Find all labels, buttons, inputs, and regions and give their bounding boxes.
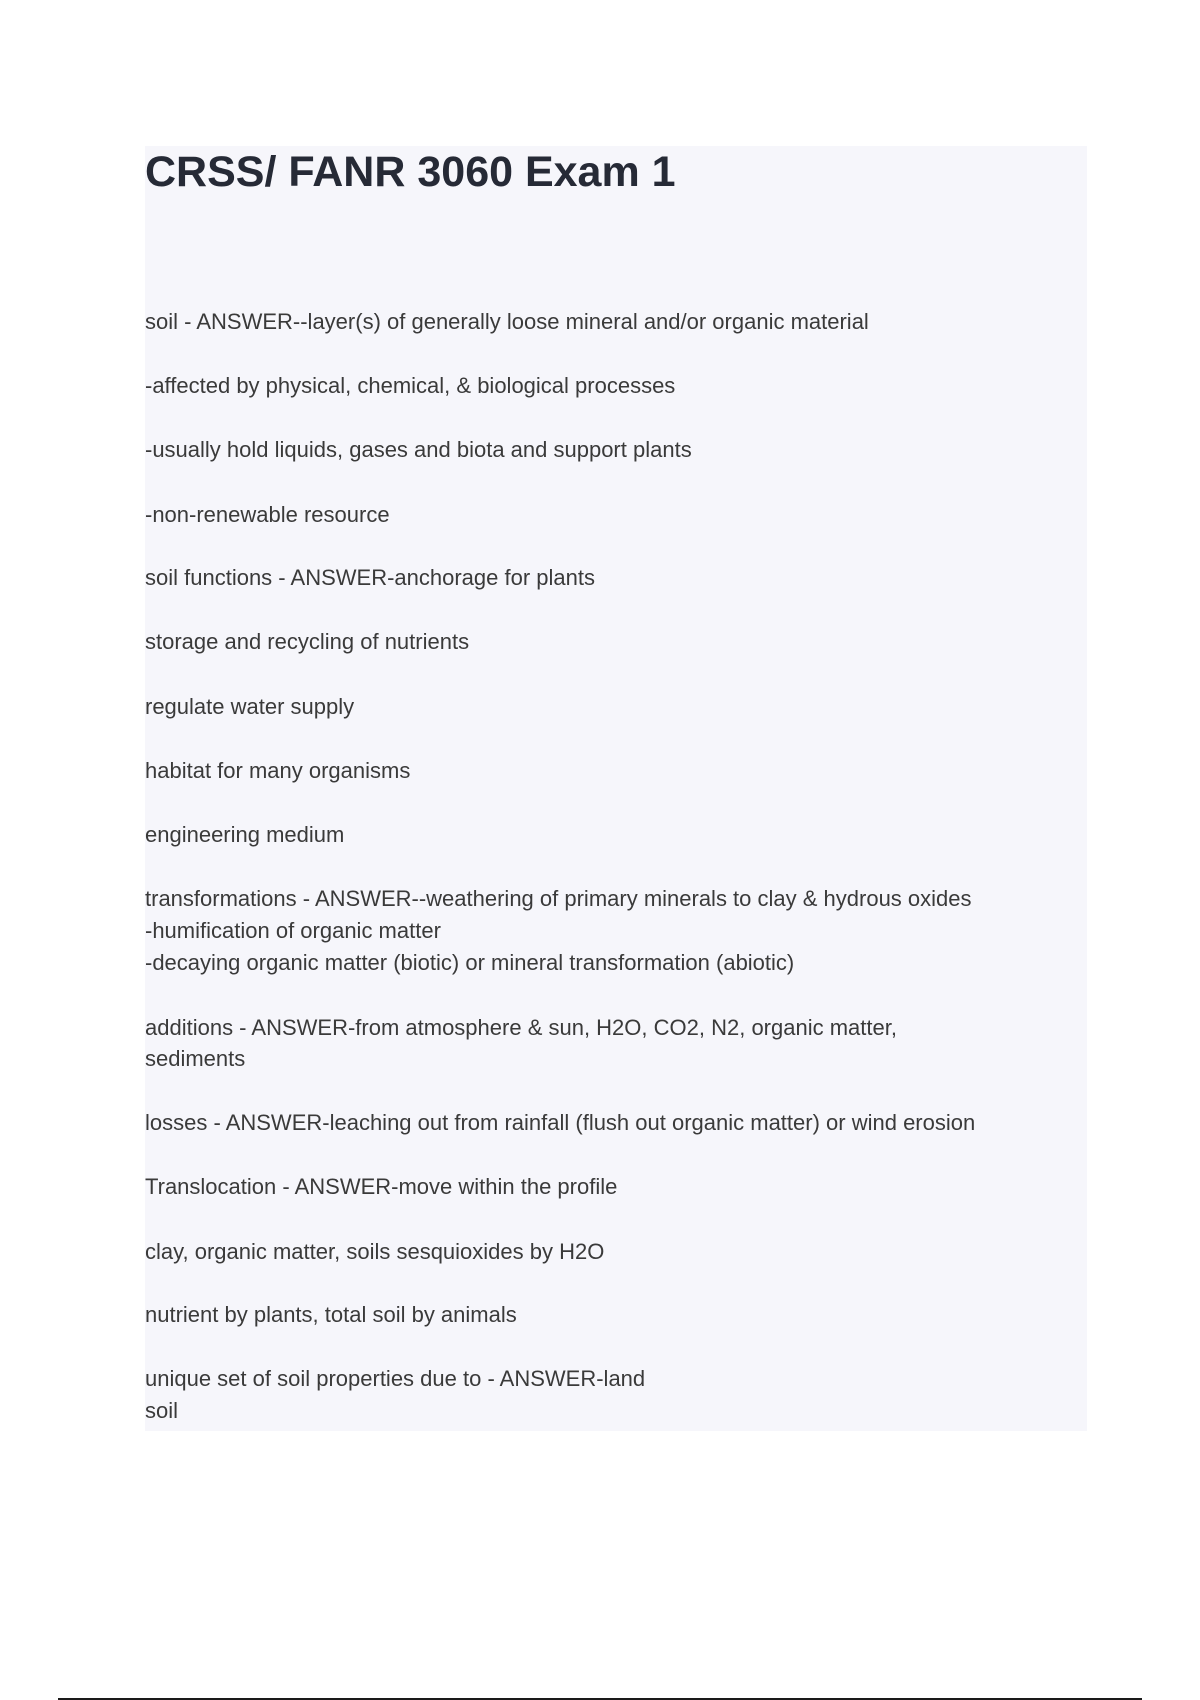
- text-line: soil: [145, 1398, 179, 1423]
- text-line: engineering medium: [145, 822, 345, 847]
- text-line: -decaying organic matter (biotic) or mineral transformation (abiotic): [145, 950, 795, 975]
- text-line: storage and recycling of nutrients: [145, 629, 470, 654]
- text-line: -affected by physical, chemical, & biological processes: [145, 373, 676, 398]
- text-line: clay, organic matter, soils sesquioxides by H2O: [145, 1239, 605, 1264]
- text-line: -usually hold liquids, gases and biota and support plants: [145, 437, 692, 462]
- text-line: -humification of organic matter: [145, 918, 441, 943]
- text-line: soil functions - ANSWER-anchorage for plants: [145, 565, 595, 590]
- document-title: CRSS/ FANR 3060 Exam 1: [145, 148, 676, 196]
- text-line: Translocation - ANSWER-move within the profile: [145, 1174, 618, 1199]
- text-line: soil - ANSWER--layer(s) of generally loose mineral and/or organic material: [145, 309, 869, 334]
- text-line: additions - ANSWER-from atmosphere & sun, H2O, CO2, N2, organic matter,: [145, 1015, 897, 1040]
- text-line: regulate water supply: [145, 694, 355, 719]
- text-line: unique set of soil properties due to - ANSWER-land: [145, 1366, 646, 1391]
- text-line: habitat for many organisms: [145, 758, 411, 783]
- text-line: losses - ANSWER-leaching out from rainfall (flush out organic matter) or wind erosion: [145, 1110, 976, 1135]
- text-line: transformations - ANSWER--weathering of primary minerals to clay & hydrous oxides: [145, 886, 972, 911]
- text-line: nutrient by plants, total soil by animals: [145, 1302, 517, 1327]
- text-line: sediments: [145, 1046, 246, 1071]
- text-line: -non-renewable resource: [145, 502, 390, 527]
